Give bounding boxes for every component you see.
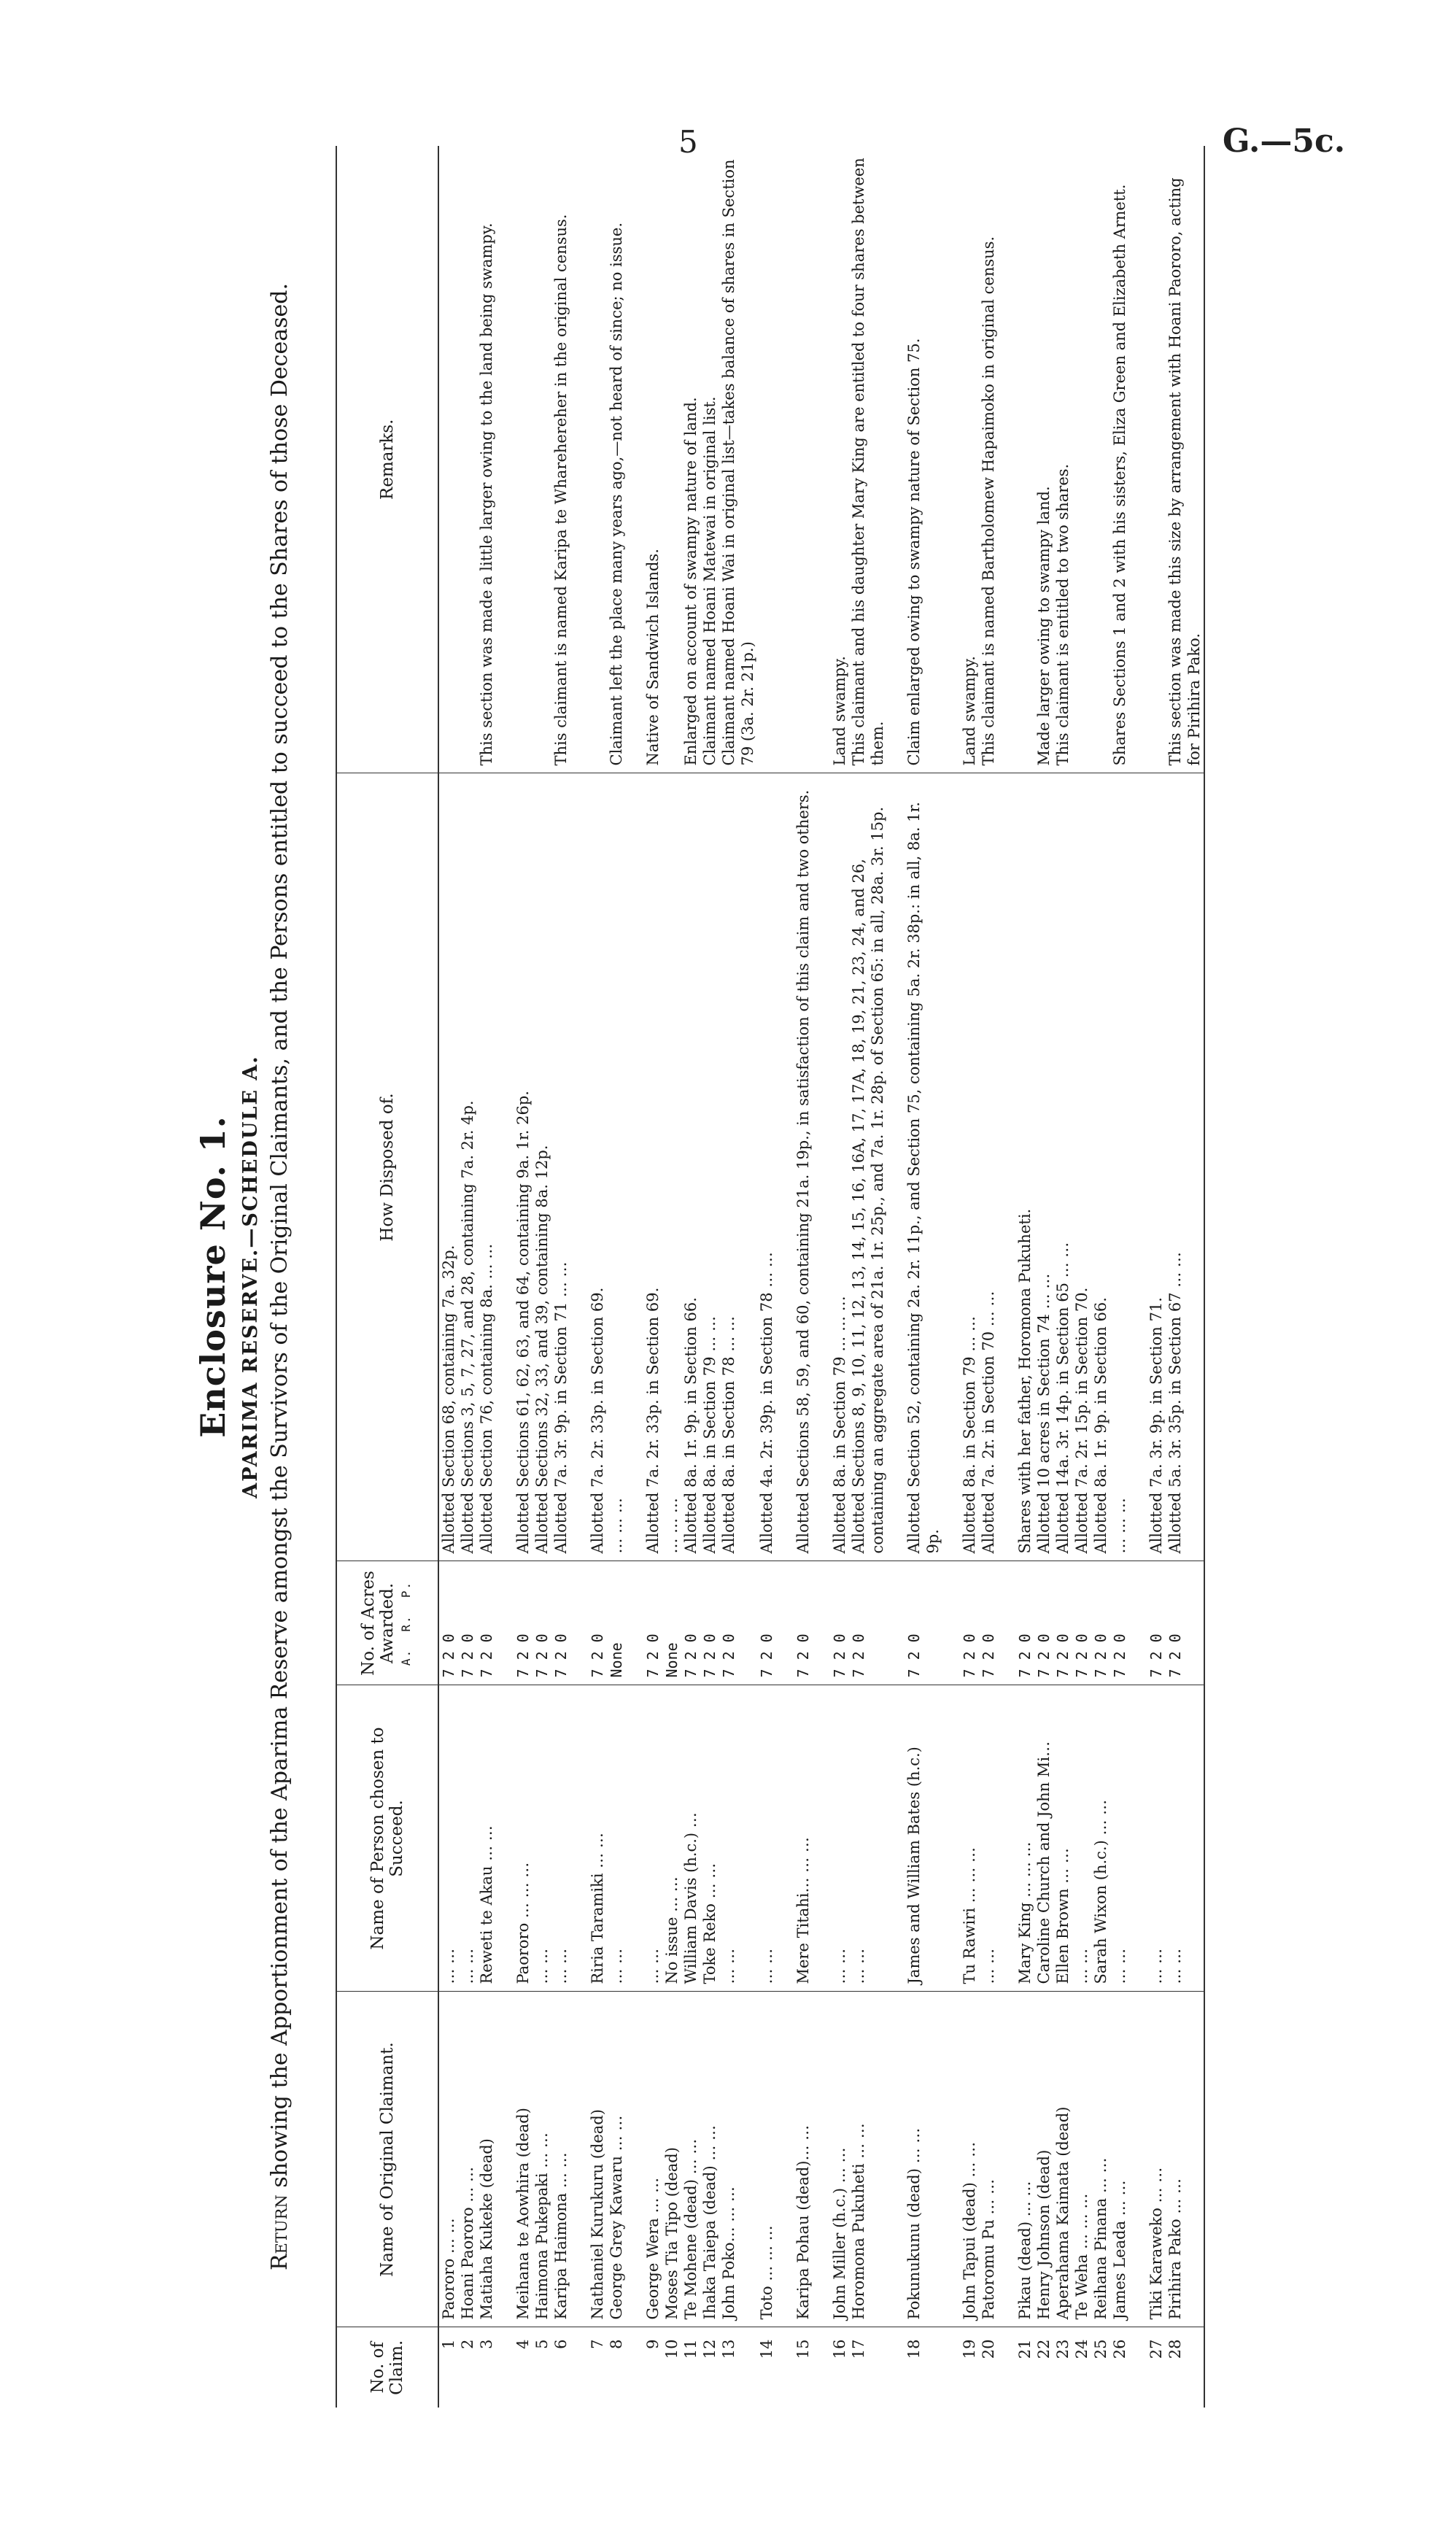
disposal-detail: … … …	[662, 773, 681, 1561]
disposal-detail: Allotted 7a. 3r. 9p. in Section 71.	[1147, 773, 1166, 1561]
row-spacer	[496, 146, 514, 2408]
successor-name: Mere Titahi… … …	[794, 1685, 813, 1992]
table-row	[458, 146, 477, 2408]
row-spacer	[1129, 146, 1147, 2408]
spacer-cell	[776, 773, 794, 1561]
claimant-name: John Tapui (dead) … …	[960, 1992, 979, 2327]
disposal-detail: Allotted Section 52, containing 2a. 2r. 11p., and Section 75, containing 5a. 2r. 38p.: in all, 8a. 1r. 9p.	[905, 773, 942, 1561]
acres-awarded: 7 2 0	[700, 1561, 719, 1685]
claimant-name: Paororo … …	[438, 1992, 458, 2327]
spacer-cell	[1129, 773, 1147, 1561]
successor-name: … …	[757, 1685, 776, 1992]
successor-name: … …	[1110, 1685, 1129, 1992]
table-row	[1147, 146, 1166, 2408]
spacer-cell	[998, 1561, 1015, 1685]
successor-name: No issue … …	[662, 1685, 681, 1992]
table-row	[960, 146, 979, 2408]
successor-name: Reweti te Akau … …	[477, 1685, 496, 1992]
successor-name: … …	[1072, 1685, 1091, 1992]
claimant-name: Ihaka Taiepa (dead) … …	[700, 1992, 719, 2327]
remark: Claimant named Hoani Matewai in original list.	[700, 146, 719, 773]
spacer-cell	[1129, 1992, 1147, 2327]
col-header-remarks: Remarks.	[336, 146, 438, 773]
spacer-cell	[998, 1992, 1015, 2327]
spacer-cell	[998, 2327, 1015, 2408]
remark: This section was made a little larger owing to the land being swampy.	[477, 146, 496, 773]
claimant-name: Haimona Pukepaki … …	[533, 1992, 551, 2327]
remark	[1015, 146, 1034, 773]
disposal-detail: Allotted 10 acres in Section 74 … …	[1034, 773, 1053, 1561]
successor-name: Mary King … … …	[1015, 1685, 1034, 1992]
spacer-cell	[942, 1561, 960, 1685]
acres-awarded: 7 2 0	[979, 1561, 998, 1685]
successor-name: … …	[438, 1685, 458, 1992]
remark: This claimant is entitled to two shares.	[1053, 146, 1072, 773]
row-spacer	[570, 146, 588, 2408]
spacer-cell	[570, 2327, 588, 2408]
disposal-detail: Allotted Sections 58, 59, and 60, containing 21a. 19p., in satisfaction of this claim and two others.	[794, 773, 813, 1561]
claimant-name: Pirihira Pako … …	[1166, 1992, 1204, 2327]
spacer-cell	[626, 773, 643, 1561]
acres-awarded: 7 2 0	[1072, 1561, 1091, 1685]
successor-name: Caroline Church and John Mi…	[1034, 1685, 1053, 1992]
spacer-cell	[496, 2327, 514, 2408]
successor-name: … …	[1147, 1685, 1166, 1992]
spacer-cell	[776, 1992, 794, 2327]
table-row	[514, 146, 533, 2408]
spacer-cell	[887, 1992, 905, 2327]
acres-awarded: 7 2 0	[551, 1561, 570, 1685]
disposal-detail: Allotted Sections 32, 33, and 39, containing 8a. 12p.	[533, 773, 551, 1561]
claimant-name: Aperahama Kaimata (dead)	[1053, 1992, 1072, 2327]
table-row	[905, 146, 942, 2408]
claimant-name: John Miller (h.c.) … …	[830, 1992, 849, 2327]
claim-number: 13	[720, 2339, 737, 2359]
claimant-name: Patoromu Pu … …	[979, 1992, 998, 2327]
acres-header-label: No. of Acres Awarded.	[359, 1571, 397, 1676]
table-row	[849, 146, 887, 2408]
table-row	[979, 146, 998, 2408]
remark	[438, 146, 458, 773]
disposal-detail: Allotted 5a. 3r. 35p. in Section 67 … …	[1166, 773, 1204, 1561]
spacer-cell	[570, 1992, 588, 2327]
claim-number: 10	[663, 2339, 681, 2359]
claimant-name: Pokunukunu (dead) … …	[905, 1992, 942, 2327]
claimant-name: Pikau (dead) … …	[1015, 1992, 1034, 2327]
page-number: 5	[678, 124, 698, 160]
remark	[1072, 146, 1091, 773]
claim-number: 11	[682, 2339, 700, 2359]
spacer-cell	[813, 1561, 830, 1685]
disposal-detail: Allotted Sections 8, 9, 10, 11, 12, 13, 14, 15, 16, 16A, 17, 17A, 18, 19, 21, 23, 24, and 26, containing an aggregate area of 21a. 1r. 25p., and 7a. 1r. 28p. of Section 65: in all, 28a. 3r. 15p.	[849, 773, 887, 1561]
successor-name: Ellen Brown … …	[1053, 1685, 1072, 1992]
acres-awarded: 7 2 0	[681, 1561, 700, 1685]
acres-awarded: 7 2 0	[1053, 1561, 1072, 1685]
remark	[757, 146, 776, 773]
acres-awarded: 7 2 0	[1034, 1561, 1053, 1685]
claim-number: 9	[644, 2339, 662, 2349]
spacer-cell	[496, 1992, 514, 2327]
spacer-cell	[626, 146, 643, 773]
row-spacer	[813, 146, 830, 2408]
successor-name: William Davis (h.c.) …	[681, 1685, 700, 1992]
table-row	[438, 146, 458, 2408]
remark	[533, 146, 551, 773]
claimant-name: Toto … … …	[757, 1992, 776, 2327]
table-row	[1034, 146, 1053, 2408]
remark: Land swampy.	[830, 146, 849, 773]
table-row	[700, 146, 719, 2408]
remark	[514, 146, 533, 773]
spacer-cell	[887, 1561, 905, 1685]
remark: Enlarged on account of swampy nature of land.	[681, 146, 700, 773]
col-header-claim-no: No. of Claim.	[336, 2327, 438, 2408]
disposal-detail: Allotted Sections 61, 62, 63, and 64, containing 9a. 1r. 26p.	[514, 773, 533, 1561]
spacer-cell	[776, 1561, 794, 1685]
disposal-detail: Allotted 14a. 3r. 14p. in Section 65 … …	[1053, 773, 1072, 1561]
spacer-cell	[887, 1685, 905, 1992]
acres-awarded: 7 2 0	[849, 1561, 887, 1685]
claim-number: 17	[850, 2339, 867, 2359]
remark	[1091, 146, 1110, 773]
successor-name: Tu Rawiri … … …	[960, 1685, 979, 1992]
remark: Shares Sections 1 and 2 with his sisters, Eliza Green and Elizabeth Arnett.	[1110, 146, 1129, 773]
table-row	[681, 146, 700, 2408]
table-row	[1166, 146, 1204, 2408]
acres-awarded: 7 2 0	[1015, 1561, 1034, 1685]
spacer-cell	[570, 773, 588, 1561]
successor-name: Paororo … … …	[514, 1685, 533, 1992]
acres-awarded: 7 2 0	[1147, 1561, 1166, 1685]
disposal-detail: Allotted Sections 3, 5, 7, 27, and 28, containing 7a. 2r. 4p.	[458, 773, 477, 1561]
spacer-cell	[942, 1992, 960, 2327]
acres-awarded: 7 2 0	[757, 1561, 776, 1685]
schedule-table	[336, 146, 1205, 2408]
disposal-detail: Allotted Section 76, containing 8a. … …	[477, 773, 496, 1561]
row-spacer	[887, 146, 905, 2408]
claim-number: 4	[514, 2339, 532, 2349]
spacer-cell	[496, 1561, 514, 1685]
disposal-detail: … … …	[1110, 773, 1129, 1561]
spacer-cell	[626, 1561, 643, 1685]
enclosure-heading: Enclosure No. 1.	[193, 1115, 233, 1438]
remark: This section was made this size by arrangement with Hoani Paororo, acting for Pirihira Pako.	[1166, 146, 1204, 773]
table-row	[1110, 146, 1129, 2408]
successor-name: … …	[979, 1685, 998, 1992]
successor-name: James and William Bates (h.c.)	[905, 1685, 942, 1992]
acres-awarded: 7 2 0	[533, 1561, 551, 1685]
claim-number: 26	[1111, 2339, 1128, 2359]
remark: Claimant left the place many years ago,—not heard of since; no issue.	[607, 146, 626, 773]
successor-name: Sarah Wixon (h.c.) … …	[1091, 1685, 1110, 1992]
disposal-detail: Allotted 7a. 2r. 33p. in Section 69.	[588, 773, 607, 1561]
acres-awarded: 7 2 0	[960, 1561, 979, 1685]
claim-number: 20	[980, 2339, 997, 2359]
claimant-name: George Wera … …	[643, 1992, 662, 2327]
row-spacer	[626, 146, 643, 2408]
spacer-cell	[496, 1685, 514, 1992]
remark: Made larger owing to swampy land.	[1034, 146, 1053, 773]
claimant-name: George Grey Kawaru … …	[607, 1992, 626, 2327]
disposal-detail: Allotted Section 68, containing 7a. 32p.	[438, 773, 458, 1561]
claim-number: 1	[440, 2339, 457, 2349]
spacer-cell	[776, 2327, 794, 2408]
successor-name: … …	[607, 1685, 626, 1992]
disposal-detail: Allotted 8a. in Section 78 … …	[719, 773, 757, 1561]
claimant-name: James Leada … …	[1110, 1992, 1129, 2327]
table-row	[1053, 146, 1072, 2408]
remark: This claimant and his daughter Mary King are entitled to four shares between them.	[849, 146, 887, 773]
successor-name: Toke Reko … …	[700, 1685, 719, 1992]
spacer-cell	[813, 1685, 830, 1992]
spacer-cell	[813, 773, 830, 1561]
spacer-cell	[942, 2327, 960, 2408]
claimant-name: Matiaha Kukeke (dead)	[477, 1992, 496, 2327]
remark	[588, 146, 607, 773]
remark: Claimant named Hoani Wai in original list—takes balance of shares in Section 79 (3a. 2r. 21p.)	[719, 146, 757, 773]
spacer-cell	[626, 2327, 643, 2408]
rotated-schedule	[190, 146, 1328, 2408]
claimant-name: Moses Tia Tipo (dead)	[662, 1992, 681, 2327]
table-row	[794, 146, 813, 2408]
disposal-detail: Allotted 8a. in Section 79 … …	[960, 773, 979, 1561]
claim-number: 24	[1073, 2339, 1091, 2359]
successor-name: … …	[1166, 1685, 1204, 1992]
table-row	[643, 146, 662, 2408]
acres-awarded: 7 2 0	[643, 1561, 662, 1685]
acres-awarded: 7 2 0	[794, 1561, 813, 1685]
acres-awarded: 7 2 0	[514, 1561, 533, 1685]
spacer-cell	[1129, 1685, 1147, 1992]
remark: This claimant is named Karipa te Wharehereher in the original census.	[551, 146, 570, 773]
successor-name: … …	[551, 1685, 570, 1992]
row-spacer	[998, 146, 1015, 2408]
acres-awarded: 7 2 0	[719, 1561, 757, 1685]
spacer-cell	[1129, 2327, 1147, 2408]
acres-awarded: 7 2 0	[1110, 1561, 1129, 1685]
table-row	[1015, 146, 1034, 2408]
remark	[794, 146, 813, 773]
acres-awarded: 7 2 0	[588, 1561, 607, 1685]
spacer-cell	[1129, 146, 1147, 773]
claim-number: 19	[961, 2339, 978, 2359]
disposal-detail: Allotted 8a. in Section 79 … … …	[830, 773, 849, 1561]
remark	[1147, 146, 1166, 773]
claim-number: 14	[758, 2339, 775, 2359]
table-row	[1072, 146, 1091, 2408]
claimant-name: Karipa Pohau (dead)… …	[794, 1992, 813, 2327]
spacer-cell	[626, 1685, 643, 1992]
disposal-detail: Shares with her father, Horomona Pukuheti.	[1015, 773, 1034, 1561]
claim-number: 27	[1147, 2339, 1165, 2359]
acres-awarded: None	[662, 1561, 681, 1685]
table-row	[757, 146, 776, 2408]
acres-awarded: 7 2 0	[477, 1561, 496, 1685]
successor-name: … …	[458, 1685, 477, 1992]
spacer-cell	[813, 2327, 830, 2408]
spacer-cell	[570, 1685, 588, 1992]
acres-awarded: None	[607, 1561, 626, 1685]
claimant-name: Horomona Pukuheti … …	[849, 1992, 887, 2327]
remark: Native of Sandwich Islands.	[643, 146, 662, 773]
col-header-acres	[336, 1561, 438, 1685]
schedule-subheading: APARIMA RESERVE.—SCHEDULE A.	[239, 1055, 262, 1498]
disposal-detail: Allotted 8a. 1r. 9p. in Section 66.	[1091, 773, 1110, 1561]
acres-awarded: 7 2 0	[1166, 1561, 1204, 1685]
disposal-detail: Allotted 8a. in Section 79 … …	[700, 773, 719, 1561]
claim-number: 6	[552, 2339, 570, 2349]
row-spacer	[776, 146, 794, 2408]
caption-text: showing the Apportionment of the Aparima Reserve amongst the Survivors of the Original Claimants, and the Persons entitled to succeed to the Shares of those Deceased.	[267, 282, 293, 2188]
disposal-detail: Allotted 7a. 2r. 33p. in Section 69.	[643, 773, 662, 1561]
spacer-cell	[1129, 1561, 1147, 1685]
claim-number: 12	[701, 2339, 719, 2359]
spacer-cell	[570, 1561, 588, 1685]
table-row	[607, 146, 626, 2408]
remark	[662, 146, 681, 773]
successor-name: … …	[533, 1685, 551, 1992]
spacer-cell	[570, 146, 588, 773]
claimant-name: Te Mohene (dead) … …	[681, 1992, 700, 2327]
claim-number: 8	[608, 2339, 625, 2349]
document-code: G.—5c.	[1223, 123, 1346, 160]
col-header-disposed: How Disposed of.	[336, 773, 438, 1561]
table-row	[662, 146, 681, 2408]
disposal-detail: Allotted 7a. 2r. in Section 70 … …	[979, 773, 998, 1561]
table-row	[533, 146, 551, 2408]
claim-number: 21	[1016, 2339, 1034, 2359]
claim-number: 5	[533, 2339, 551, 2349]
spacer-cell	[776, 1685, 794, 1992]
disposal-detail: Allotted 7a. 3r. 9p. in Section 71 … …	[551, 773, 570, 1561]
disposal-detail: … … …	[607, 773, 626, 1561]
spacer-cell	[887, 2327, 905, 2408]
claimant-name: Henry Johnson (dead)	[1034, 1992, 1053, 2327]
successor-name: … …	[830, 1685, 849, 1992]
table-row	[719, 146, 757, 2408]
spacer-cell	[496, 773, 514, 1561]
table-body	[438, 146, 1204, 2408]
claimant-name: John Poko… … …	[719, 1992, 757, 2327]
remark: Claim enlarged owing to swampy nature of Section 75.	[905, 146, 942, 773]
disposal-detail: Allotted 4a. 2r. 39p. in Section 78 … …	[757, 773, 776, 1561]
remark: Land swampy.	[960, 146, 979, 773]
acres-awarded: 7 2 0	[458, 1561, 477, 1685]
claimant-name: Meihana te Aowhira (dead)	[514, 1992, 533, 2327]
spacer-cell	[942, 146, 960, 773]
successor-name: … …	[643, 1685, 662, 1992]
row-spacer	[942, 146, 960, 2408]
claim-number: 16	[831, 2339, 848, 2359]
claim-number: 15	[794, 2339, 812, 2359]
return-caption	[266, 175, 331, 2378]
remark: This claimant is named Bartholomew Hapaimoko in original census.	[979, 146, 998, 773]
spacer-cell	[887, 146, 905, 773]
claimant-name: Tiki Karaweko … …	[1147, 1992, 1166, 2327]
spacer-cell	[813, 146, 830, 773]
spacer-cell	[813, 1992, 830, 2327]
col-header-successor: Name of Person chosen to Succeed.	[336, 1685, 438, 1992]
claimant-name: Nathaniel Kurukuru (dead)	[588, 1992, 607, 2327]
claim-number: 18	[905, 2339, 923, 2359]
claim-number: 22	[1035, 2339, 1053, 2359]
successor-name: … …	[849, 1685, 887, 1992]
claim-number: 28	[1166, 2327, 1204, 2408]
table-header-row	[336, 146, 438, 2408]
claim-number: 7	[589, 2339, 606, 2349]
spacer-cell	[626, 1992, 643, 2327]
claim-number: 25	[1092, 2339, 1110, 2359]
acre-units: A. R. P.	[399, 1580, 413, 1666]
table-row	[830, 146, 849, 2408]
disposal-detail: Allotted 7a. 2r. 15p. in Section 70.	[1072, 773, 1091, 1561]
claimant-name: Karipa Haimona … …	[551, 1992, 570, 2327]
table-row	[1091, 146, 1110, 2408]
table-row	[477, 146, 496, 2408]
disposal-detail: Allotted 8a. 1r. 9p. in Section 66.	[681, 773, 700, 1561]
table-row	[551, 146, 570, 2408]
claim-number: 3	[478, 2339, 495, 2349]
successor-name: Riria Taramiki … …	[588, 1685, 607, 1992]
spacer-cell	[887, 773, 905, 1561]
acres-awarded: 7 2 0	[1091, 1561, 1110, 1685]
spacer-cell	[942, 773, 960, 1561]
caption-lead: Return	[267, 2194, 293, 2271]
spacer-cell	[998, 146, 1015, 773]
remark	[458, 146, 477, 773]
spacer-cell	[942, 1685, 960, 1992]
spacer-cell	[776, 146, 794, 773]
col-header-claimant: Name of Original Claimant.	[336, 1992, 438, 2327]
successor-name: … …	[719, 1685, 757, 1992]
claimant-name: Reihana Pinana … …	[1091, 1992, 1110, 2327]
spacer-cell	[998, 773, 1015, 1561]
claim-number: 2	[459, 2339, 476, 2349]
claim-number: 23	[1054, 2339, 1072, 2359]
acres-awarded: 7 2 0	[830, 1561, 849, 1685]
acres-awarded: 7 2 0	[438, 1561, 458, 1685]
spacer-cell	[998, 1685, 1015, 1992]
acres-awarded: 7 2 0	[905, 1561, 942, 1685]
table-row	[588, 146, 607, 2408]
spacer-cell	[496, 146, 514, 773]
claimant-name: Te Weha … … …	[1072, 1992, 1091, 2327]
claimant-name: Hoani Paororo … …	[458, 1992, 477, 2327]
